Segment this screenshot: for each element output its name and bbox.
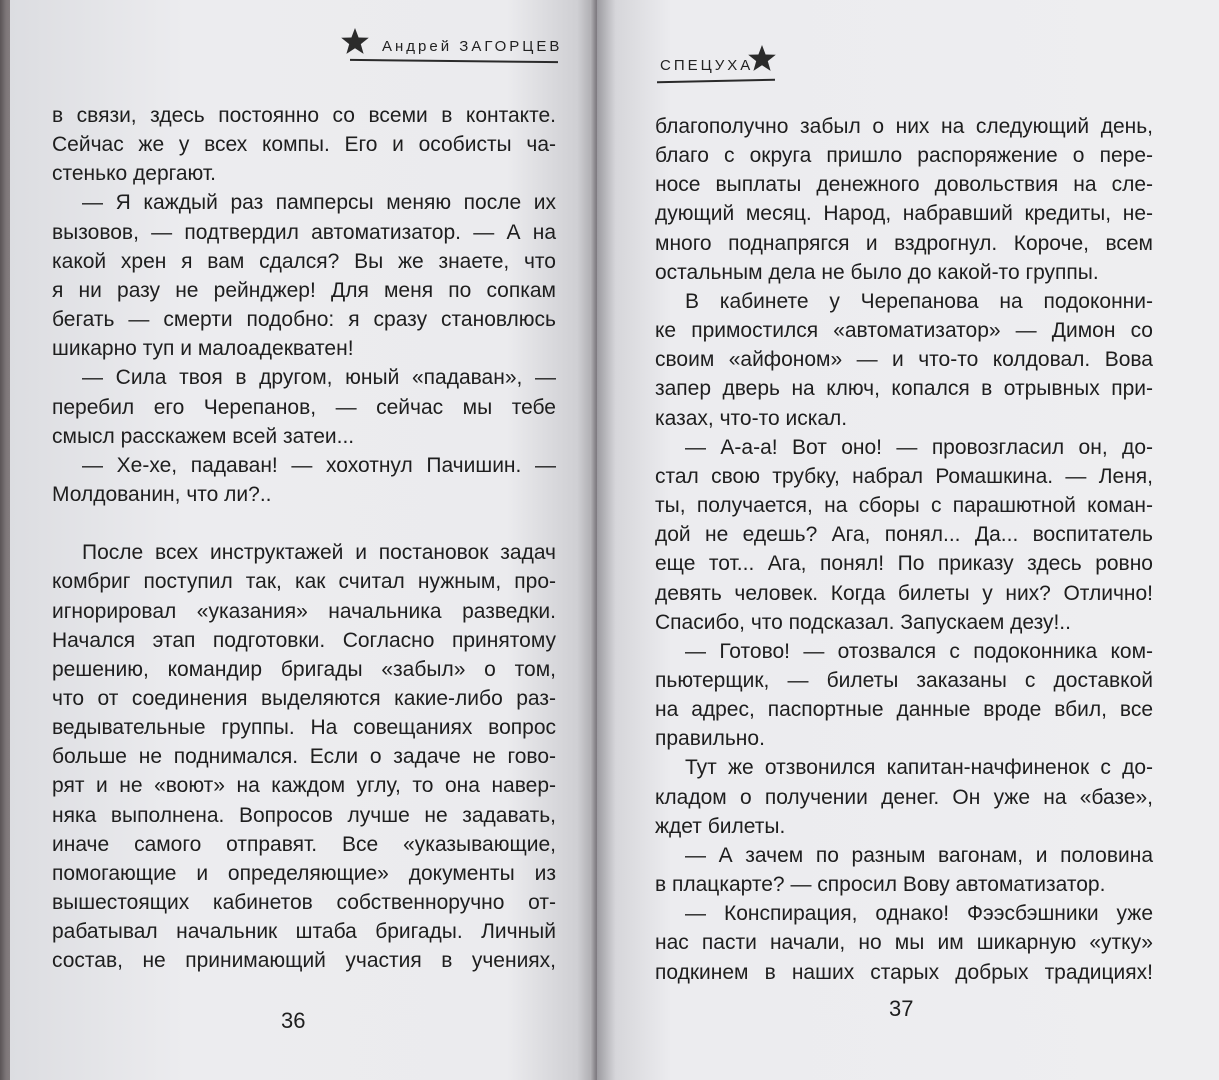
text-line: игнорировал «указания» начальника разведки. [52, 599, 556, 623]
text-line: пьютерщик, — билеты заказаны с доставкой [655, 668, 1153, 692]
text-line: в связи, здесь постоянно со всеми в контакте. [52, 104, 556, 127]
running-head-author: Андрей ЗАГОРЦЕВ [382, 38, 563, 55]
text-line: своим «айфоном» — и что-то колдовал. Вова [655, 348, 1153, 372]
text-line: вызовов, — подтвердил автоматизатор. — А на [52, 220, 556, 244]
left-page-text [52, 101, 556, 976]
text-line: правильно. [655, 727, 765, 751]
left-page [10, 0, 595, 1080]
text-line: дующий месяц. Народ, набравший кредиты, не- [655, 202, 1153, 226]
star-icon [340, 27, 370, 55]
text-line: что от соединения выделяются какие-либо раз- [52, 686, 556, 710]
text-line: В кабинете у Черепанова на подоконни- [685, 289, 1153, 313]
running-head-rule [657, 79, 775, 83]
text-line: рабатывал начальник штаба бригады. Личный [52, 920, 556, 944]
text-line: После всех инструктажей и постановок задач [82, 541, 556, 565]
text-line: какой хрен я вам сдался? Вы же знаете, что [52, 249, 556, 273]
text-line: подкинем в наших старых добрых традициях! [655, 960, 1153, 984]
text-line: дой не едешь? Ага, понял... Да... воспитатель [655, 523, 1153, 547]
text-line: Начался этап подготовки. Согласно принятому [52, 628, 556, 652]
text-line: решению, командир бригады «забыл» о том, [52, 657, 556, 681]
text-line: еще тот... Ага, понял! По приказу здесь ровно [655, 552, 1153, 576]
right-page-text [655, 112, 1153, 987]
text-line: — А-а-а! Вот оно! — провозгласил он, до- [685, 435, 1153, 459]
text-line: больше не поднимался. Если о задаче не гово- [52, 745, 556, 769]
text-line: Молдованин, что ли?.. [52, 483, 272, 507]
text-line: казах, что-то искал. [655, 406, 848, 430]
text-line: кладом о получении денег. Он уже на «базе», [655, 785, 1153, 809]
running-head-rule [350, 59, 558, 63]
page-number: 36 [281, 1008, 306, 1033]
page-number: 37 [889, 996, 914, 1021]
text-line: на адрес, паспортные данные вроде вбил, все [655, 698, 1153, 722]
text-line: ке примостился «автоматизатор» — Димон со [655, 319, 1153, 343]
text-line: нас пасти начали, но мы им шикарную «утку» [655, 931, 1153, 955]
text-line: носе выплаты денежного довольствия на сле- [655, 173, 1153, 197]
right-page [597, 0, 1219, 1080]
text-line: стенько дергают. [52, 162, 216, 186]
text-line: комбриг поступил так, как считал нужным, про- [52, 570, 556, 594]
text-line: стал свою трубку, набрал Ромашкина. — Леня, [655, 464, 1153, 488]
text-line: — Хе-хе, падаван! — хохотнул Пачишин. — [82, 453, 556, 477]
text-line: Спасибо, что подсказал. Запускаем дезу!.. [655, 610, 1071, 634]
section-break [52, 509, 556, 538]
text-line: вышестоящих кабинетов собственноручно от- [52, 891, 556, 915]
text-line: ведывательные группы. На совещаниях вопрос [52, 716, 556, 740]
text-line: — А зачем по разным вагонам, и половина [685, 843, 1153, 867]
text-line: Тут же отзвонился капитан-начфиненок с до- [685, 756, 1153, 780]
text-line: иначе самого отправят. Все «указывающие, [52, 832, 556, 856]
text-line: — Сила твоя в другом, юный «падаван», — [82, 366, 556, 390]
text-line: в плацкарте? — спросил Вову автоматизатор. [655, 873, 1106, 897]
text-line: благо с округа пришло распоряжение о пере- [655, 144, 1153, 168]
text-line: шикарно туп и малоадекватен! [52, 337, 354, 361]
text-line: ты, получается, на сборы с парашютной коман- [655, 494, 1153, 518]
text-line: рят и не «воют» на каждом углу, то она навер- [52, 774, 556, 798]
text-line: состав, не принимающий участия в учениях, [52, 949, 556, 973]
text-line: ждет билеты. [655, 814, 786, 838]
text-line: много поднапрягся и вздрогнул. Короче, всем [655, 231, 1153, 255]
star-icon [747, 44, 777, 72]
text-line: перебил его Черепанов, — сейчас мы тебе [52, 395, 556, 419]
text-line: девять человек. Когда билеты у них? Отлично! [655, 581, 1153, 605]
text-line: смысл расскажем всей затеи... [52, 424, 355, 448]
text-line: — Конспирация, однако! Фээсбэшники уже [685, 902, 1153, 926]
text-line: — Готово! — отозвался с подоконника ком- [685, 639, 1153, 663]
text-line: благополучно забыл о них на следующий день, [655, 115, 1153, 138]
running-head-title: СПЕЦУХА [660, 57, 754, 74]
text-line: Сейчас же у всех компы. Его и особисты ча- [52, 133, 556, 157]
text-line: — Я каждый раз памперсы меняю после их [82, 191, 556, 215]
text-line: помогающие и определяющие» документы из [52, 861, 556, 885]
text-line: остальным дела не было до какой-то группы. [655, 260, 1099, 284]
text-line: я ни разу не рейнджер! Для меня по сопкам [52, 278, 556, 302]
text-line: няка выполнена. Вопросов лучше не задавать, [52, 803, 556, 827]
text-line: бегать — смерти подобно: я сразу становлюсь [52, 308, 556, 332]
text-line: запер дверь на ключ, копался в отрывных при- [655, 377, 1153, 401]
